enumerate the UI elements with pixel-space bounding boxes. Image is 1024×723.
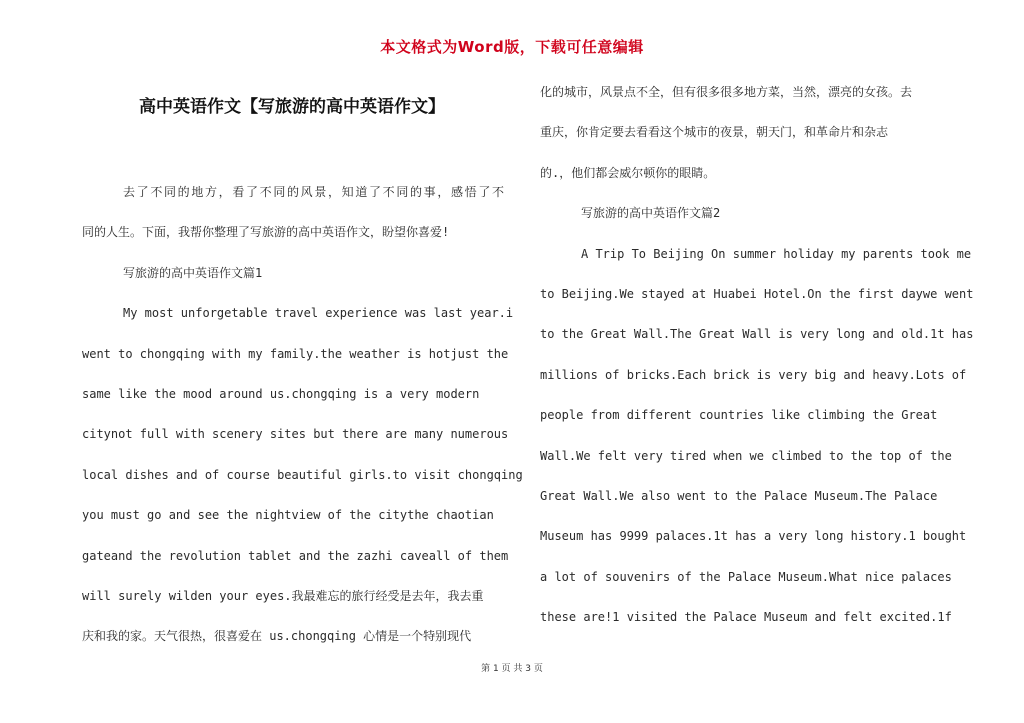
text-line: Wall.We felt very tired when we climbed to the top of the — [540, 448, 952, 463]
text-line: My most unforgetable travel experience was last year.i — [123, 306, 514, 321]
text-line: Great Wall.We also went to the Palace Museum.The Palace — [540, 489, 938, 504]
text-line: gateand the revolution tablet and the zazhi caveall of them — [82, 548, 509, 563]
page-number: 第 1 页 共 3 页 — [481, 664, 543, 674]
text-line: Museum has 9999 palaces.1t has a very long history.1 bought — [540, 529, 967, 544]
text-line: 的.，他们都会威尔顿你的眼睛。 — [540, 165, 716, 180]
text-line: local dishes and of course beautiful girls.to visit chongqing — [82, 467, 523, 482]
text-line: 庆和我的家。天气很热，很喜爱在 us.chongqing 心情是一个特别现代 — [82, 629, 472, 644]
text-line: same like the mood around us.chongqing is a very modern — [82, 387, 480, 402]
text-line: went to chongqing with my family.the weather is hotjust the — [82, 346, 509, 361]
text-line: to Beijing.We stayed at Huabei Hotel.On the first daywe went — [540, 287, 974, 302]
document-title: 高中英语作文【写旅游的高中英语作文】 — [139, 97, 445, 117]
text-line: 同的人生。下面，我帮你整理了写旅游的高中英语作文，盼望你喜爱! — [82, 225, 450, 240]
text-line: to the Great Wall.The Great Wall is very long and old.1t has — [540, 327, 974, 342]
text-line: citynot full with scenery sites but there are many numerous — [82, 427, 509, 442]
section-heading: 写旅游的高中英语作文篇2 — [581, 206, 721, 221]
text-line: 去了不同的地方，看了不同的风景，知道了不同的事，感悟了不 — [123, 185, 504, 199]
text-line: 化的城市，风景点不全，但有很多很多地方菜，当然，漂亮的女孩。去 — [540, 85, 913, 99]
text-line: millions of bricks.Each brick is very big and heavy.Lots of — [540, 367, 967, 382]
text-line: A Trip To Beijing On summer holiday my parents took me — [581, 246, 972, 261]
right-column — [540, 72, 974, 638]
text-line: these are!1 visited the Palace Museum and felt excited.1f — [540, 610, 952, 625]
text-line: will surely wilden your eyes.我最难忘的旅行经受是去年，我去重 — [82, 589, 484, 604]
section-heading: 写旅游的高中英语作文篇1 — [123, 265, 263, 280]
download-banner: 本文格式为Word版，下载可任意编辑 — [380, 38, 644, 56]
text-line: 重庆，你肯定要去看看这个城市的夜景，朝天门，和革命片和杂志 — [540, 125, 889, 140]
left-column — [82, 172, 523, 657]
text-line: you must go and see the nightview of the citythe chaotian — [82, 508, 494, 523]
text-line: a lot of souvenirs of the Palace Museum.What nice palaces — [540, 569, 952, 584]
text-line: people from different countries like climbing the Great — [540, 408, 938, 423]
